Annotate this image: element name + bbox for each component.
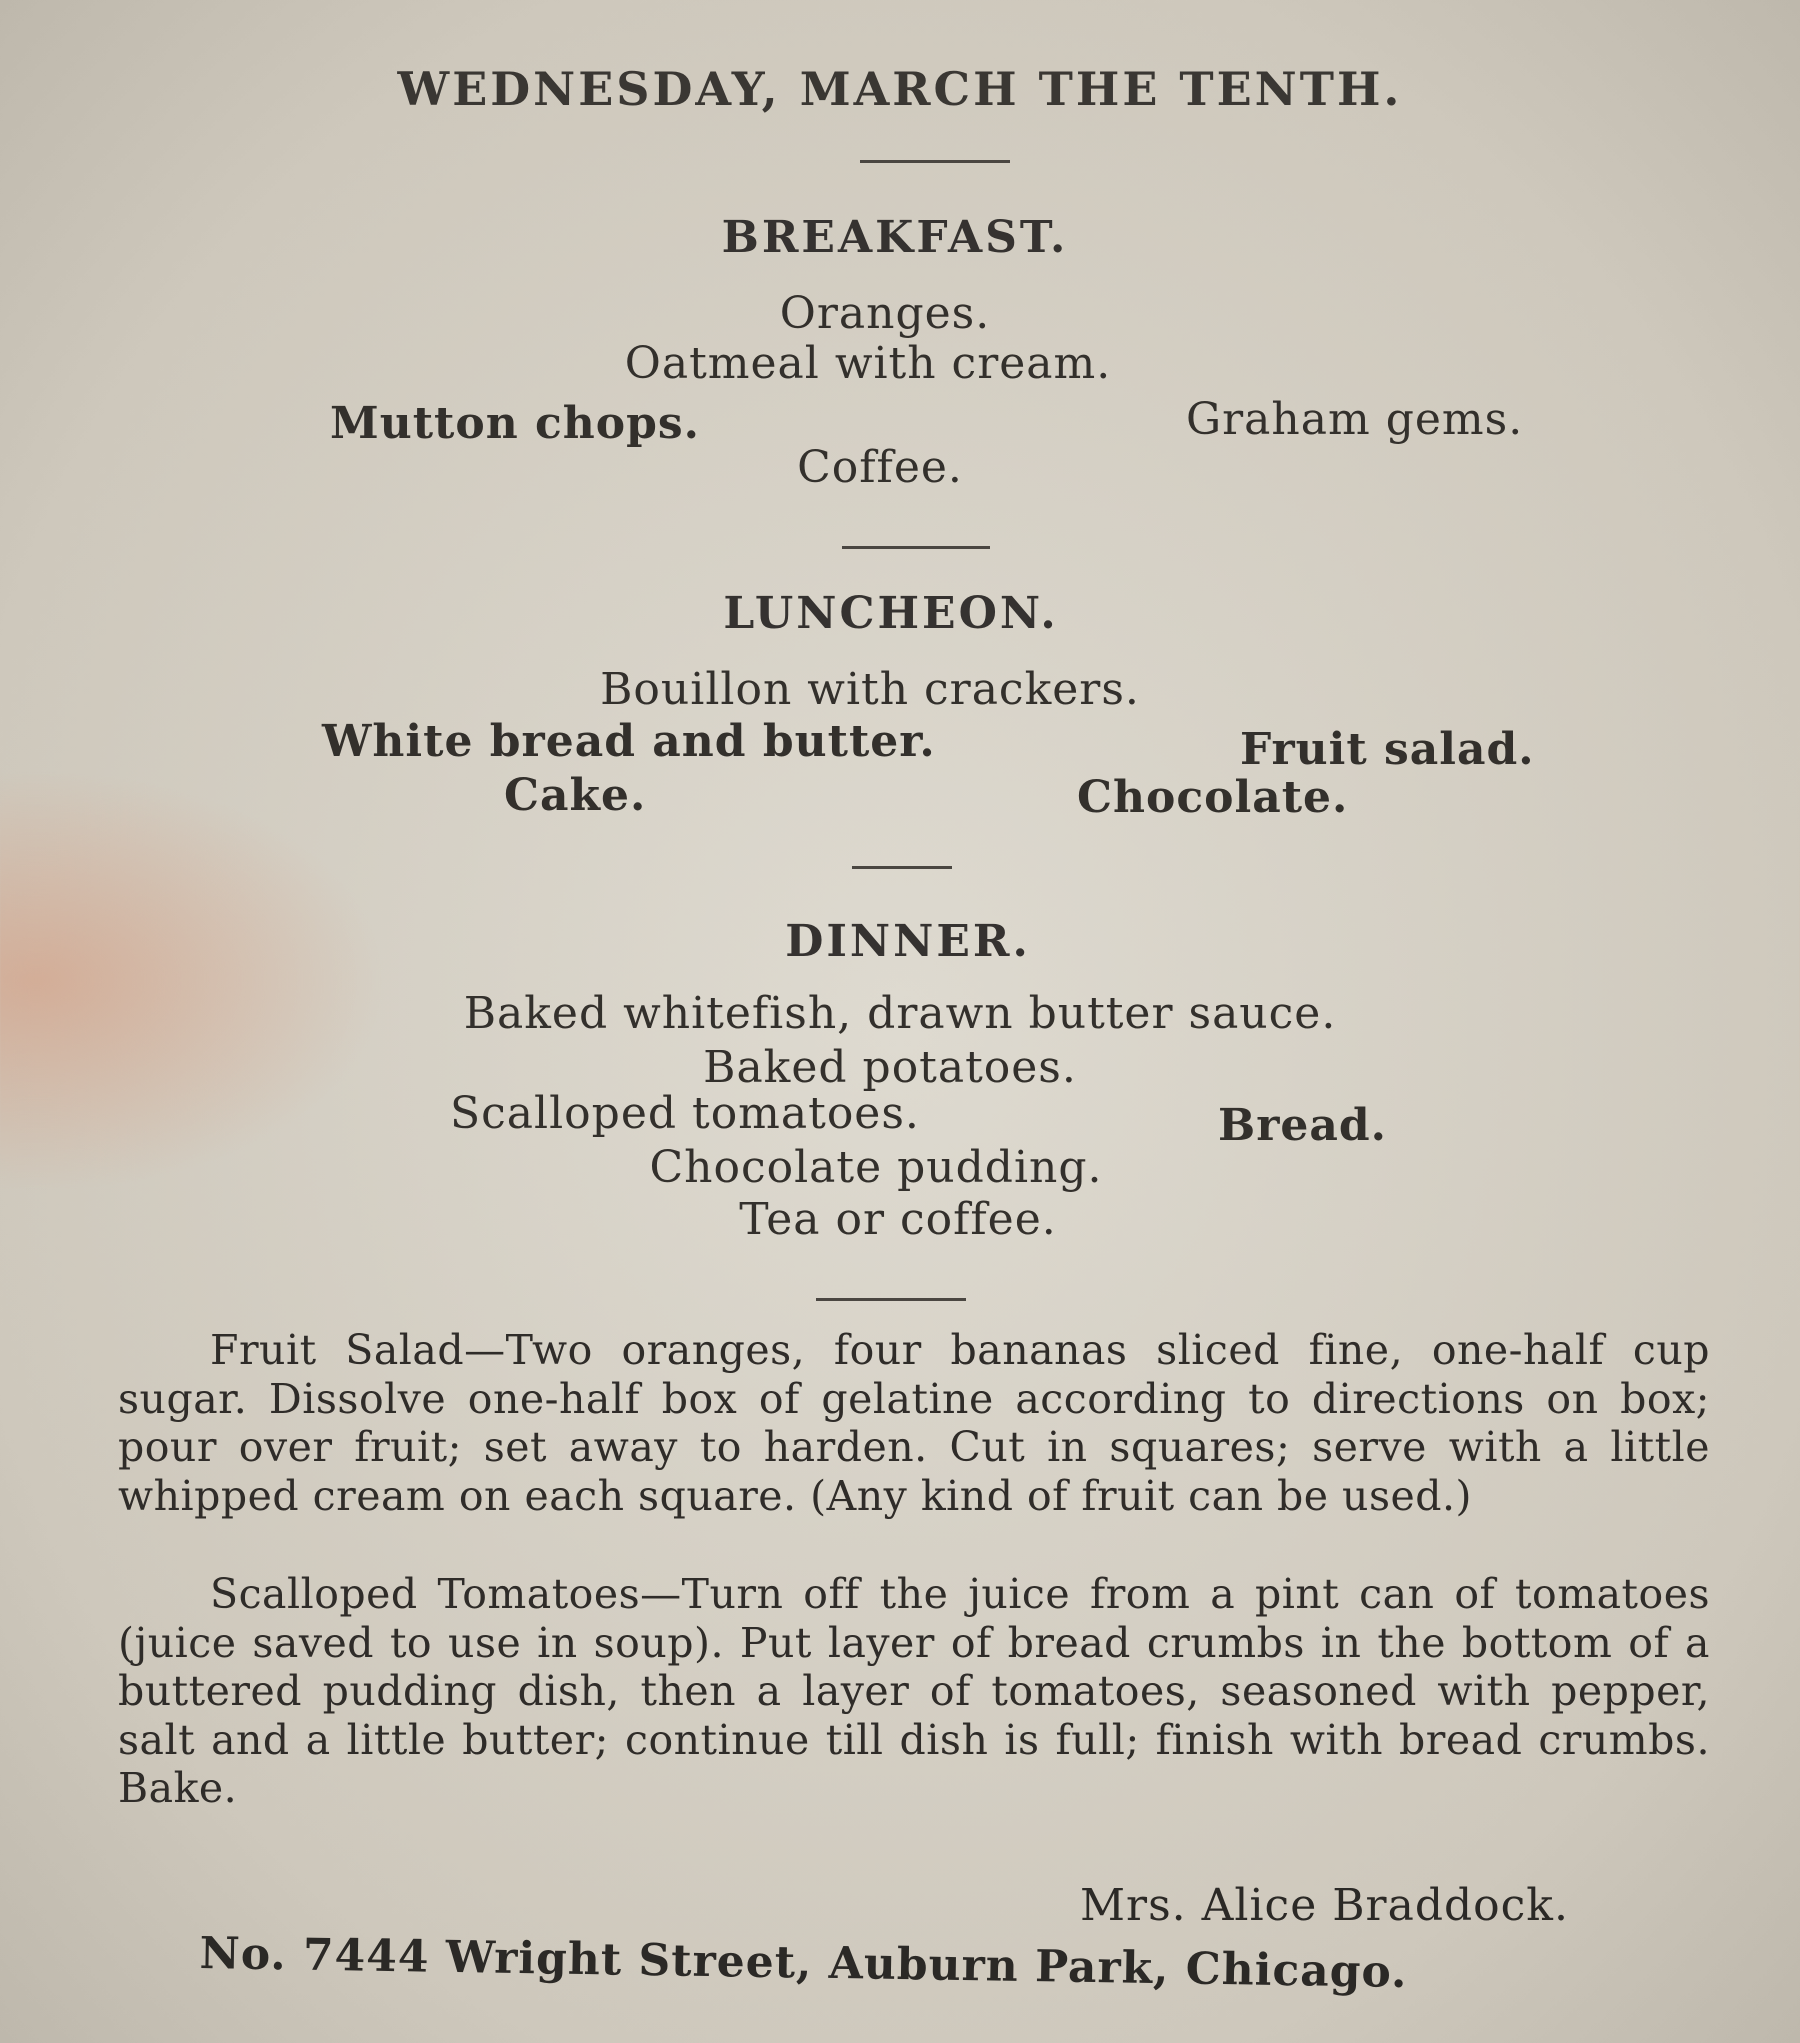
- recipe-fruit-salad-text: Fruit Salad—Two oranges, four bananas sliced fine, one-half cup sugar. Dissolve one-half box of gelatine according to directions on box; pour over fruit; set away to harden. Cut in squares; serve with a little whipped cream on each square. (Any kind of fruit can be used.): [118, 1326, 1710, 1520]
- dinner-item-bread: Bread.: [1218, 1100, 1387, 1151]
- dinner-item-tomatoes: Scalloped tomatoes.: [450, 1088, 920, 1139]
- dinner-heading: DINNER.: [785, 916, 1031, 967]
- recipe-fruit-salad: [118, 1326, 1710, 1520]
- breakfast-item-oranges: Oranges.: [779, 288, 991, 339]
- recipe-scalloped-tomatoes-text: Scalloped Tomatoes—Turn off the juice from a pint can of tomatoes (juice saved to use in soup). Put layer of bread crumbs in the bottom of a buttered pudding dish, then a layer of tomatoes, seasoned with pepper, salt and a little butter; continue till dish is full; finish with bread crumbs. Bake.: [118, 1570, 1710, 1812]
- signature-address: No. 7444 Wright Street, Auburn Park, Chicago.: [199, 1928, 1408, 1998]
- breakfast-item-mutton: Mutton chops.: [330, 398, 700, 449]
- divider: [860, 160, 1010, 163]
- divider: [842, 546, 990, 549]
- breakfast-heading: BREAKFAST.: [721, 212, 1069, 263]
- luncheon-item-bread: White bread and butter.: [322, 716, 936, 767]
- page-title: WEDNESDAY, MARCH THE TENTH.: [397, 62, 1403, 116]
- signature-name: Mrs. Alice Braddock.: [1080, 1880, 1569, 1931]
- luncheon-item-cake: Cake.: [504, 770, 647, 821]
- luncheon-item-chocolate: Chocolate.: [1077, 772, 1349, 823]
- breakfast-item-graham: Graham gems.: [1186, 394, 1524, 445]
- dinner-item-tea: Tea or coffee.: [739, 1194, 1057, 1245]
- divider: [852, 866, 952, 869]
- luncheon-item-bouillon: Bouillon with crackers.: [600, 664, 1140, 715]
- dinner-item-whitefish: Baked whitefish, drawn butter sauce.: [463, 988, 1337, 1039]
- breakfast-item-oatmeal: Oatmeal with cream.: [624, 338, 1112, 389]
- luncheon-heading: LUNCHEON.: [723, 588, 1059, 639]
- divider: [816, 1298, 966, 1301]
- dinner-item-potatoes: Baked potatoes.: [703, 1042, 1077, 1093]
- luncheon-item-fruit-salad: Fruit salad.: [1240, 724, 1535, 775]
- recipe-scalloped-tomatoes: [118, 1570, 1710, 1813]
- dinner-item-pudding: Chocolate pudding.: [649, 1142, 1103, 1193]
- breakfast-item-coffee: Coffee.: [797, 442, 963, 493]
